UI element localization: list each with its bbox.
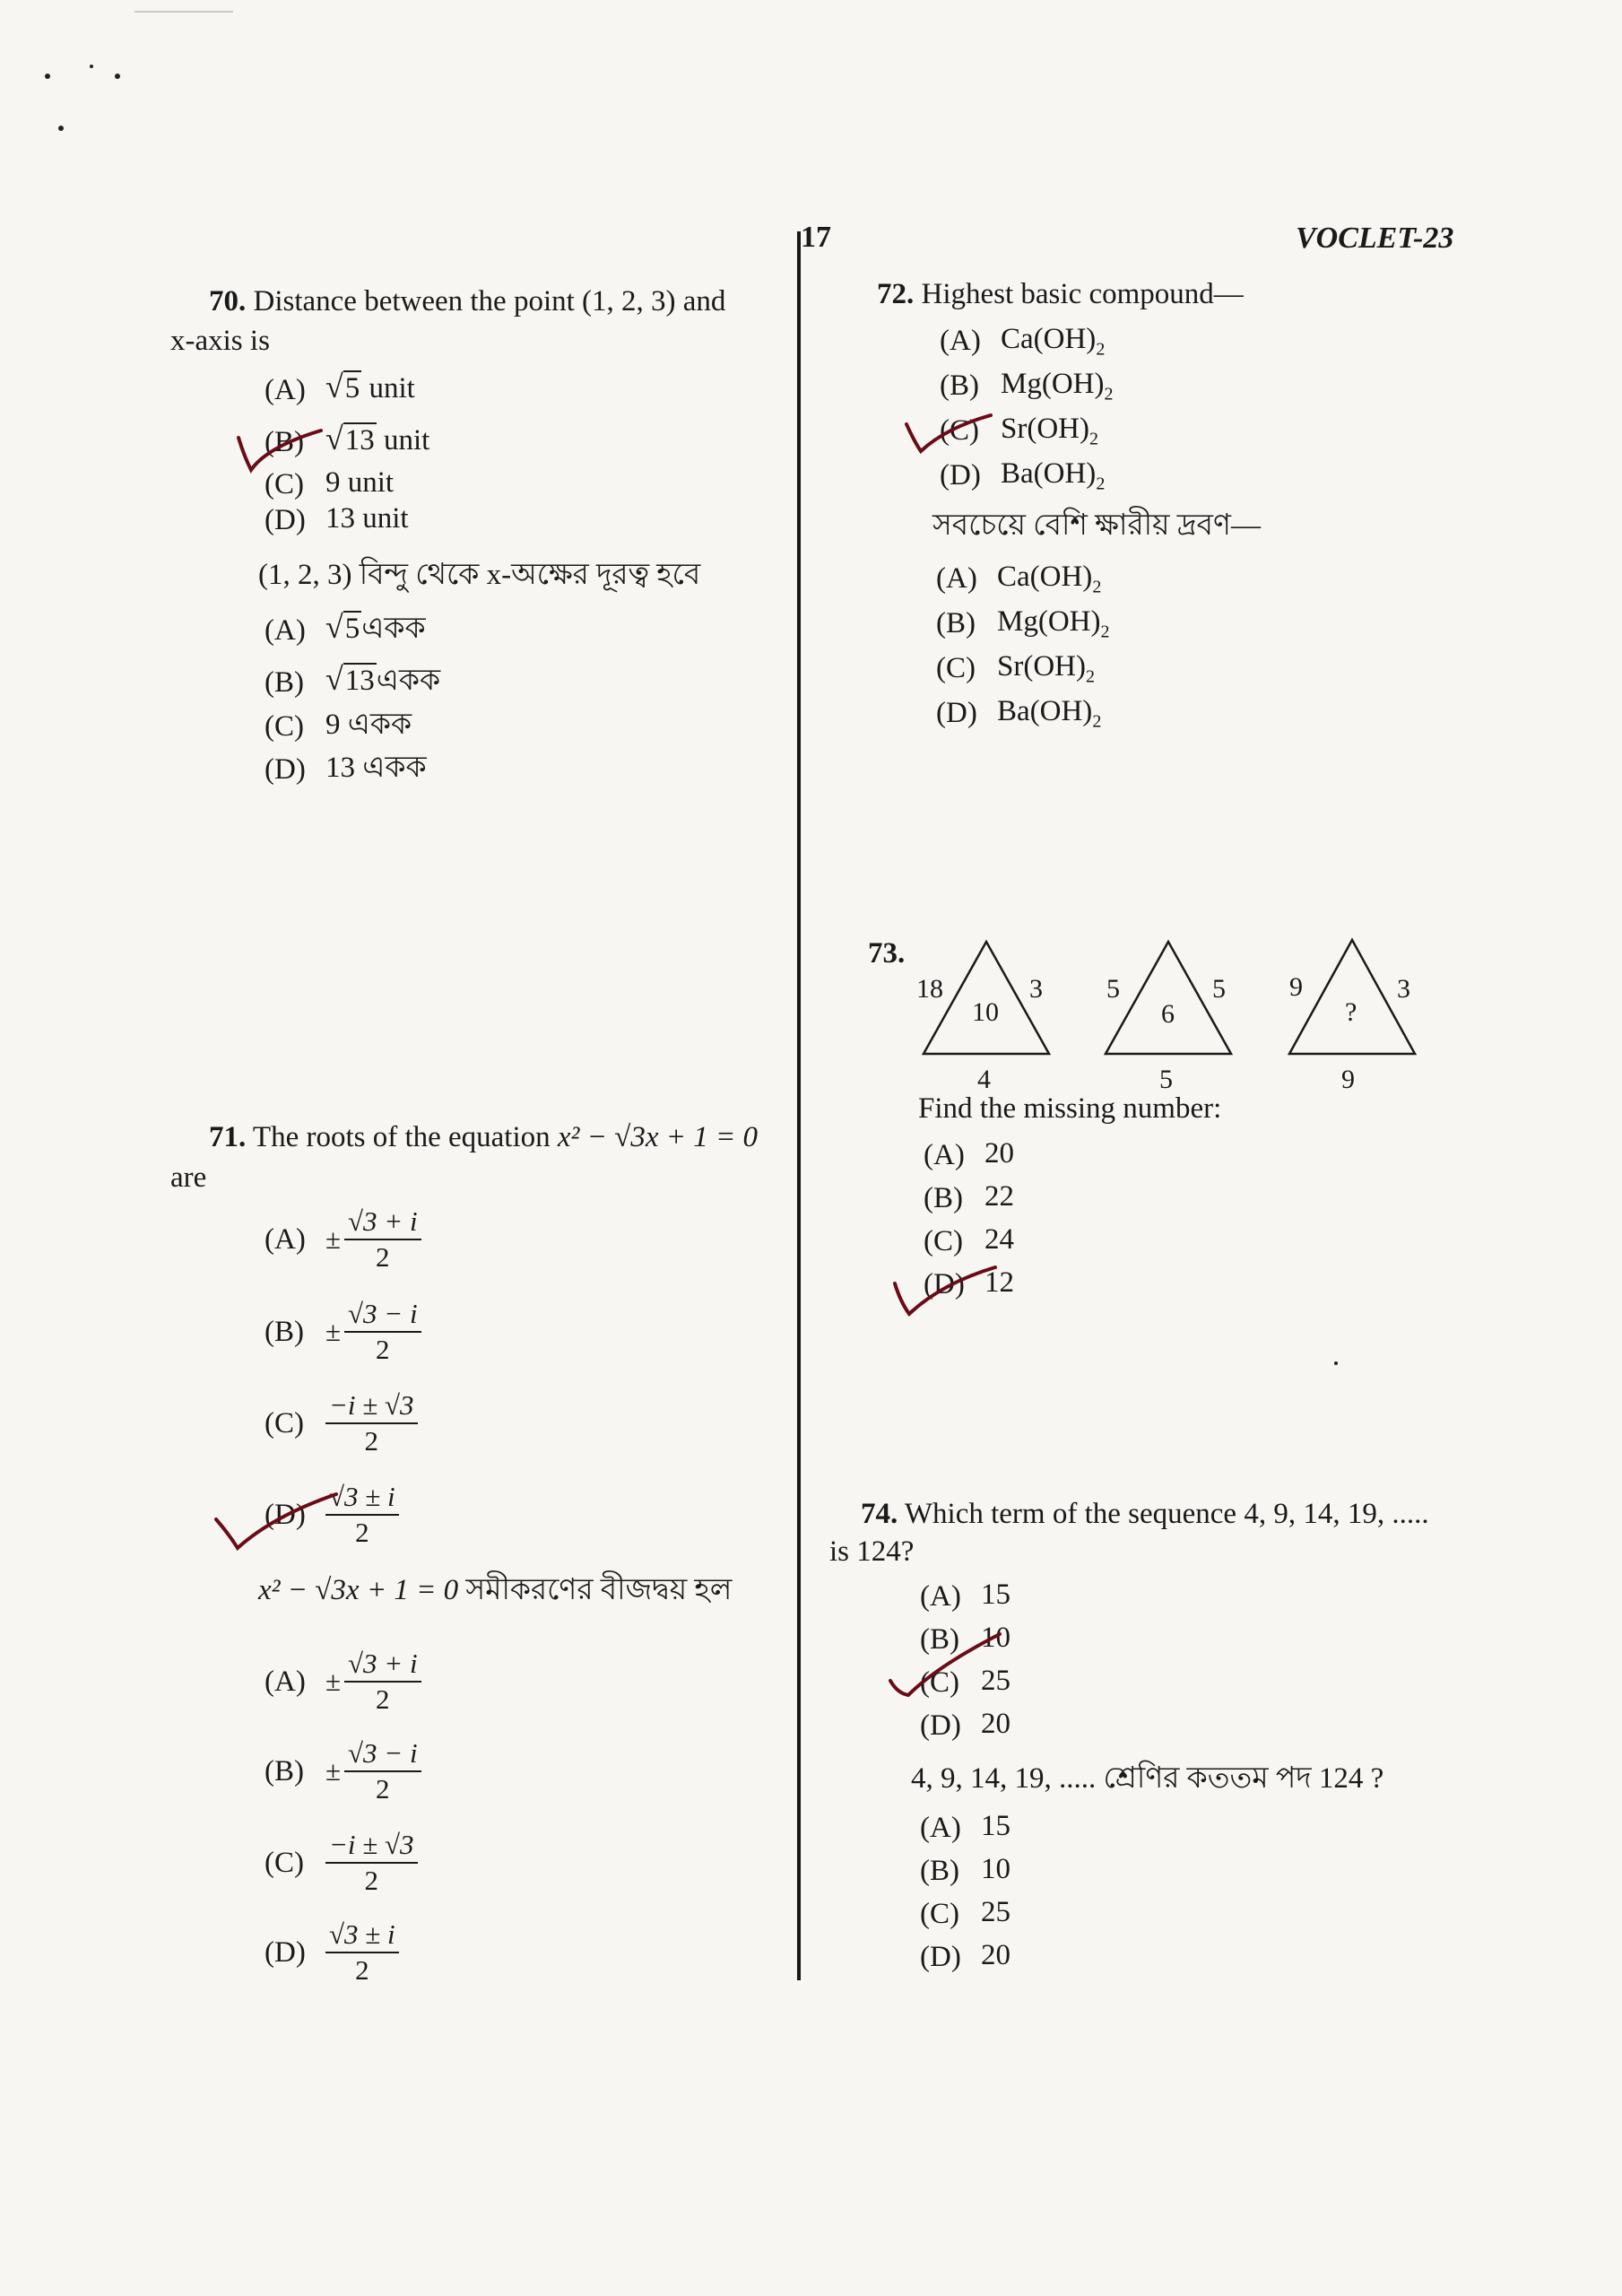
question-74-stem-bn: 4, 9, 14, 19, ..... শ্রেণির কততম পদ 124 ?: [911, 1762, 1384, 1795]
denominator: 2: [376, 1334, 390, 1366]
option-74-d[interactable]: [920, 1708, 1010, 1743]
denominator: 2: [364, 1425, 379, 1457]
option-71-bn-a[interactable]: [265, 1648, 421, 1715]
fraction: [344, 1206, 421, 1273]
question-70-stem-line2: x-axis is: [170, 325, 270, 357]
option-text: 24: [984, 1223, 1014, 1256]
numerator: −i ± √3: [325, 1830, 418, 1864]
option-72-bn-a[interactable]: [936, 561, 1101, 597]
option-text: 15: [981, 1810, 1010, 1842]
option-label: (D): [936, 697, 977, 730]
option-74-bn-c[interactable]: [920, 1896, 1010, 1931]
option-label: (B): [920, 1855, 959, 1888]
fraction: [325, 1390, 418, 1457]
option-72-a[interactable]: [940, 323, 1105, 360]
option-70-a[interactable]: (A) √5 unit: [265, 369, 415, 407]
denominator: 2: [376, 1683, 390, 1716]
question-71-stem-line2: are: [170, 1161, 207, 1194]
tri3-center: ?: [1345, 997, 1357, 1027]
question-73-stem: Find the missing number:: [918, 1092, 1222, 1125]
option-label: (A): [924, 1139, 965, 1172]
subscript: 2: [1085, 666, 1095, 687]
option-73-c[interactable]: [924, 1223, 1014, 1258]
tri2-center: 6: [1161, 999, 1175, 1029]
column-divider: [797, 231, 801, 1980]
checkmark-icon: [211, 1489, 345, 1561]
tri3-right: 3: [1397, 974, 1410, 1004]
option-71-bn-d[interactable]: [265, 1919, 399, 1986]
option-label: (D): [265, 504, 306, 537]
sign: ±: [325, 1665, 342, 1698]
option-text: 12: [984, 1266, 1014, 1299]
option-text: 9 unit: [325, 466, 395, 499]
tri2-bottom: 5: [1159, 1065, 1173, 1094]
option-label: (C): [936, 652, 976, 685]
option-label: (D): [920, 1941, 961, 1974]
stem-text: সমীকরণের বীজদ্বয় হল: [465, 1574, 733, 1606]
booklet-code: VOCLET-23: [1296, 222, 1454, 255]
formula: Sr(OH): [1001, 413, 1089, 445]
option-73-a[interactable]: [924, 1137, 1014, 1172]
sign: ±: [325, 1316, 342, 1348]
option-70-bn-c[interactable]: [265, 709, 412, 744]
fraction: [325, 1830, 418, 1896]
option-label: (B): [265, 666, 304, 700]
scan-speck: [45, 74, 50, 79]
stem-text: Distance between the point (1, 2, 3) and: [253, 285, 726, 317]
option-text: 13 একক: [325, 752, 427, 784]
subscript: 2: [1092, 711, 1102, 732]
option-label: (D): [265, 1498, 306, 1531]
option-label: (C): [920, 1666, 959, 1700]
subscript: 2: [1104, 384, 1114, 404]
radicand: 5: [344, 613, 360, 645]
option-label: (D): [940, 459, 981, 492]
stem-text: Highest basic compound—: [921, 278, 1244, 310]
option-label: (B): [936, 607, 976, 640]
option-text: 10: [981, 1853, 1010, 1885]
option-label: (C): [265, 468, 304, 501]
option-70-bn-b[interactable]: (B) √13একক: [265, 661, 441, 700]
formula: Ca(OH): [997, 561, 1093, 593]
denominator: 2: [355, 1517, 369, 1549]
question-number: 72.: [877, 278, 915, 310]
option-74-bn-d[interactable]: [920, 1939, 1010, 1974]
formula: Ba(OH): [997, 695, 1093, 727]
checkmark-icon: [901, 408, 1000, 462]
numerator: √3 + i: [344, 1206, 421, 1240]
question-74-stem-line2: is 124?: [829, 1535, 915, 1568]
question-number: 74.: [861, 1498, 898, 1530]
tri1-left: 18: [916, 974, 943, 1004]
scan-top-line: [134, 11, 233, 13]
option-71-b[interactable]: [265, 1299, 421, 1365]
option-71-bn-c[interactable]: [265, 1830, 418, 1896]
formula: Mg(OH): [1001, 368, 1105, 400]
numerator: √3 + i: [344, 1648, 421, 1683]
question-74-stem-line1: [861, 1498, 1429, 1530]
option-70-bn-a[interactable]: (A) √5একক: [265, 609, 426, 648]
unit-text: একক: [361, 613, 426, 645]
tri3-left: 9: [1289, 972, 1303, 1002]
option-label: (A): [920, 1812, 961, 1845]
denominator: 2: [364, 1865, 379, 1897]
option-text: 25: [981, 1665, 1010, 1697]
question-71-stem-line1: [209, 1121, 758, 1153]
option-label: (B): [265, 426, 304, 459]
option-label: (C): [265, 710, 304, 744]
subscript: 2: [1096, 339, 1106, 360]
numerator: √3 − i: [344, 1299, 421, 1333]
option-text: 20: [984, 1137, 1014, 1170]
scan-speck: [115, 74, 120, 79]
option-72-d[interactable]: [940, 457, 1105, 494]
radicand: 13: [344, 665, 375, 697]
tri1-bottom: 4: [977, 1065, 991, 1094]
option-label: (C): [265, 1406, 304, 1439]
checkmark-icon: [888, 1260, 1004, 1323]
option-label: (D): [924, 1268, 965, 1301]
sign: ±: [325, 1223, 342, 1256]
option-text: 20: [981, 1939, 1010, 1971]
denominator: 2: [376, 1773, 390, 1805]
option-label: (A): [940, 325, 981, 358]
option-72-bn-c[interactable]: [936, 650, 1095, 687]
denominator: 2: [376, 1241, 390, 1274]
question-number: 73.: [868, 937, 906, 970]
option-70-d[interactable]: [265, 502, 409, 537]
radicand: 13: [344, 424, 375, 457]
option-label: (B): [265, 1315, 304, 1348]
triangle-puzzle-figure: [897, 933, 1453, 1103]
question-72-stem-bn: সবচেয়ে বেশি ক্ষারীয় দ্রবণ—: [932, 509, 1261, 542]
tri2-left: 5: [1106, 974, 1120, 1004]
option-label: (A): [265, 614, 306, 648]
tri1-right: 3: [1029, 974, 1043, 1004]
subscript: 2: [1089, 429, 1098, 449]
stem-text: Which term of the sequence 4, 9, 14, 19, .....: [904, 1498, 1429, 1530]
option-71-bn-b[interactable]: [265, 1738, 421, 1805]
question-number: 71.: [209, 1121, 247, 1153]
option-text: 10: [981, 1622, 1010, 1654]
option-label: (B): [265, 1754, 304, 1787]
option-72-b[interactable]: [940, 368, 1113, 404]
option-label: (B): [940, 370, 979, 403]
option-text: 22: [984, 1180, 1014, 1213]
formula: Sr(OH): [997, 650, 1086, 683]
sign: ±: [325, 1755, 342, 1787]
option-label: (C): [940, 414, 979, 448]
subscript: 2: [1096, 474, 1106, 494]
option-label: (A): [265, 1665, 306, 1698]
scan-speck: [58, 126, 64, 131]
option-label: (A): [265, 1222, 306, 1256]
tri1-center: 10: [972, 997, 999, 1027]
question-number: 70.: [209, 285, 247, 317]
fraction: [344, 1648, 421, 1715]
tri3-bottom: 9: [1341, 1065, 1355, 1094]
unit-text: unit: [369, 372, 415, 404]
checkmark-icon: [883, 1631, 1009, 1702]
option-label: (A): [920, 1580, 961, 1613]
option-text: 25: [981, 1896, 1010, 1928]
option-label: (D): [265, 753, 306, 787]
option-72-bn-b[interactable]: [936, 605, 1109, 642]
question-70-stem-line1: [209, 285, 725, 317]
option-74-bn-b[interactable]: [920, 1853, 1010, 1888]
equation-text: x² − √3x + 1 = 0: [557, 1121, 759, 1153]
option-label: (D): [265, 1935, 306, 1969]
formula: Ba(OH): [1001, 457, 1097, 490]
option-74-bn-a[interactable]: [920, 1810, 1010, 1845]
scan-speck: [90, 65, 93, 68]
question-70-stem-bn: (1, 2, 3) বিন্দু থেকে x-অক্ষের দূরত্ব হবে: [258, 559, 701, 591]
equation-text: x² − √3x + 1 = 0: [258, 1574, 459, 1606]
unit-text: একক: [376, 665, 441, 697]
option-70-bn-d[interactable]: [265, 752, 427, 787]
option-73-b[interactable]: [924, 1180, 1014, 1215]
option-71-a[interactable]: [265, 1206, 421, 1273]
option-label: (D): [920, 1709, 961, 1743]
page-number: 17: [801, 221, 831, 254]
fraction: [325, 1919, 399, 1986]
option-text: 13 unit: [325, 502, 409, 535]
option-label: (A): [265, 374, 306, 407]
fraction: [344, 1738, 421, 1805]
option-text: 9 একক: [325, 709, 412, 741]
checkmark-icon: [231, 420, 330, 483]
option-70-b[interactable]: (B) √13 unit: [265, 421, 430, 459]
scan-speck: [1334, 1361, 1338, 1365]
option-74-a[interactable]: [920, 1578, 1010, 1613]
option-label: (A): [936, 562, 977, 596]
subscript: 2: [1092, 577, 1102, 597]
subscript: 2: [1100, 622, 1110, 642]
tri2-right: 5: [1212, 974, 1226, 1004]
formula: Ca(OH): [1001, 323, 1097, 355]
denominator: 2: [355, 1954, 369, 1987]
numerator: √3 ± i: [325, 1919, 399, 1953]
option-label: (C): [924, 1225, 963, 1258]
option-72-bn-d[interactable]: [936, 695, 1101, 732]
option-label: (C): [265, 1846, 304, 1879]
numerator: √3 − i: [344, 1738, 421, 1772]
numerator: −i ± √3: [325, 1390, 418, 1424]
option-text: 15: [981, 1578, 1010, 1611]
radicand: 5: [344, 372, 360, 404]
option-label: (C): [920, 1898, 959, 1931]
formula: Mg(OH): [997, 605, 1101, 638]
option-71-c[interactable]: [265, 1390, 418, 1457]
option-text: 20: [981, 1708, 1010, 1740]
numerator: √3 ± i: [325, 1482, 399, 1516]
fraction: [344, 1299, 421, 1365]
option-label: (B): [920, 1623, 959, 1657]
unit-text: unit: [384, 424, 430, 457]
question-71-stem-bn: [258, 1574, 732, 1606]
option-label: (B): [924, 1182, 963, 1215]
question-72-stem: [877, 278, 1244, 310]
stem-text: The roots of the equation: [252, 1121, 551, 1153]
